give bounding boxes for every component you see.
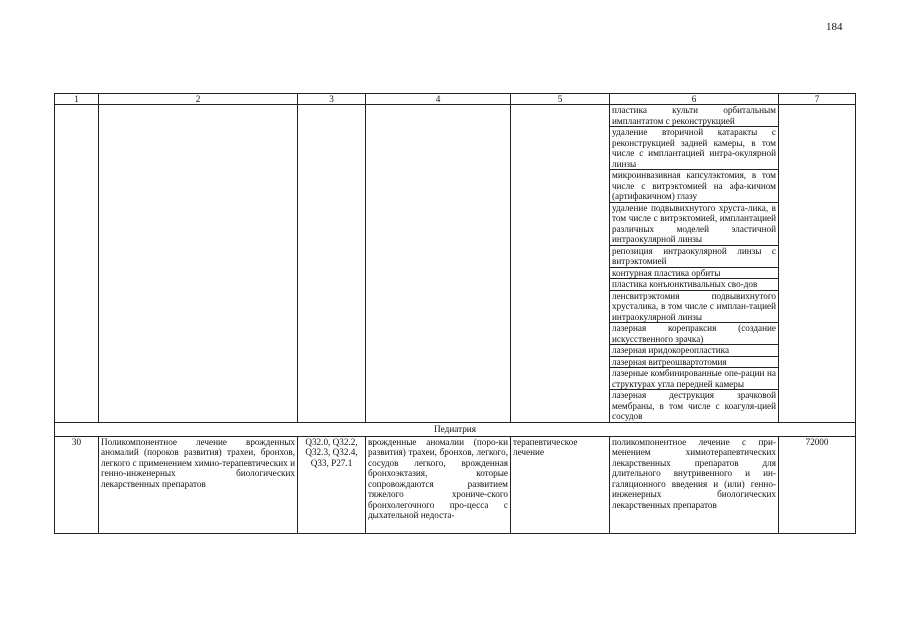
page-number: 184 <box>826 21 843 33</box>
icd-codes: Q32.0, Q32.2, Q32.3, Q32.4, Q33, P27.1 <box>298 436 366 533</box>
procedure-item: ленсвитрэктомия подвывихнутого хрусталика, в том числе с имплан-тацией интраокулярной линзы <box>612 290 776 322</box>
cost-value: 72000 <box>779 436 856 533</box>
empty-cell <box>779 105 856 423</box>
procedures-cell <box>610 105 779 423</box>
column-number: 4 <box>366 94 511 105</box>
procedure-item: лазерная витреошвартотомия <box>610 357 778 369</box>
column-number: 7 <box>779 94 856 105</box>
medical-care-table <box>54 93 856 534</box>
section-row <box>55 422 856 436</box>
row-number: 30 <box>55 436 99 533</box>
procedure-item: контурная пластика орбиты <box>610 268 778 280</box>
treatment-method: поликомпонентное лечение с при-менением химиотерапевтических лекарственных препаратов для длительного внутривенного и ин-галяционного введения и (или) генно-инженерных биологических лекарственных препаратов <box>610 436 779 533</box>
continued-row <box>55 105 856 423</box>
treatment-type: терапевтическое лечение <box>511 436 610 533</box>
section-title: Педиатрия <box>55 422 856 436</box>
procedure-item: удаление подвывихнутого хруста-лика, в том числе с витрэктомией, имплантацией различных моделей эластичной интраокулярной линзы <box>612 202 776 244</box>
column-number: 6 <box>610 94 779 105</box>
empty-cell <box>298 105 366 423</box>
column-number: 5 <box>511 94 610 105</box>
empty-cell <box>366 105 511 423</box>
column-number: 2 <box>99 94 298 105</box>
procedure-item: лазерные комбинированные опе-рации на структурах угла передней камеры <box>612 368 776 389</box>
procedure-item: микроинвазивная капсулэктомия, в том числе с витрэктомией на афа-кичном (артифакичном) глазу <box>612 170 776 201</box>
procedure-item: лазерная иридокореопластика <box>610 345 778 357</box>
procedure-item: пластика конъюнктивальных сво-дов <box>610 279 778 291</box>
care-type-name: Поликомпонентное лечение врожденных аномалий (пороков развития) трахеи, бронхов, легкого с применением химио-терапевтических и генно-инженерных биологических лекарственных препаратов <box>99 436 298 533</box>
empty-cell <box>55 105 99 423</box>
empty-cell <box>511 105 610 423</box>
procedure-item: лазерная корепраксия (создание искусственного зрачка) <box>612 323 776 344</box>
procedure-item: репозиция интраокулярной линзы с витрэктомией <box>612 245 776 266</box>
column-number-row <box>55 94 856 105</box>
procedure-item: пластика культи орбитальным имплантатом с реконструкцией <box>612 105 776 126</box>
empty-cell <box>99 105 298 423</box>
column-number: 3 <box>298 94 366 105</box>
procedure-item: удаление вторичной катаракты с реконструкцией задней камеры, в том числе с имплантацией интра-окулярной линзы <box>612 127 776 169</box>
column-number: 1 <box>55 94 99 105</box>
patient-model: врожденные аномалии (поро-ки развития) трахеи, бронхов, легкого, сосудов легкого, врожденная бронхоэктазия, которые сопровождаются развитием тяжелого хрониче-ского бронхолегочного про-цесса с дыхательной недоста- <box>366 436 511 533</box>
table-row <box>55 436 856 533</box>
procedure-item: лазерная деструкция зрачковой мембраны, в том числе с коагуля-цией сосудов <box>612 390 776 421</box>
